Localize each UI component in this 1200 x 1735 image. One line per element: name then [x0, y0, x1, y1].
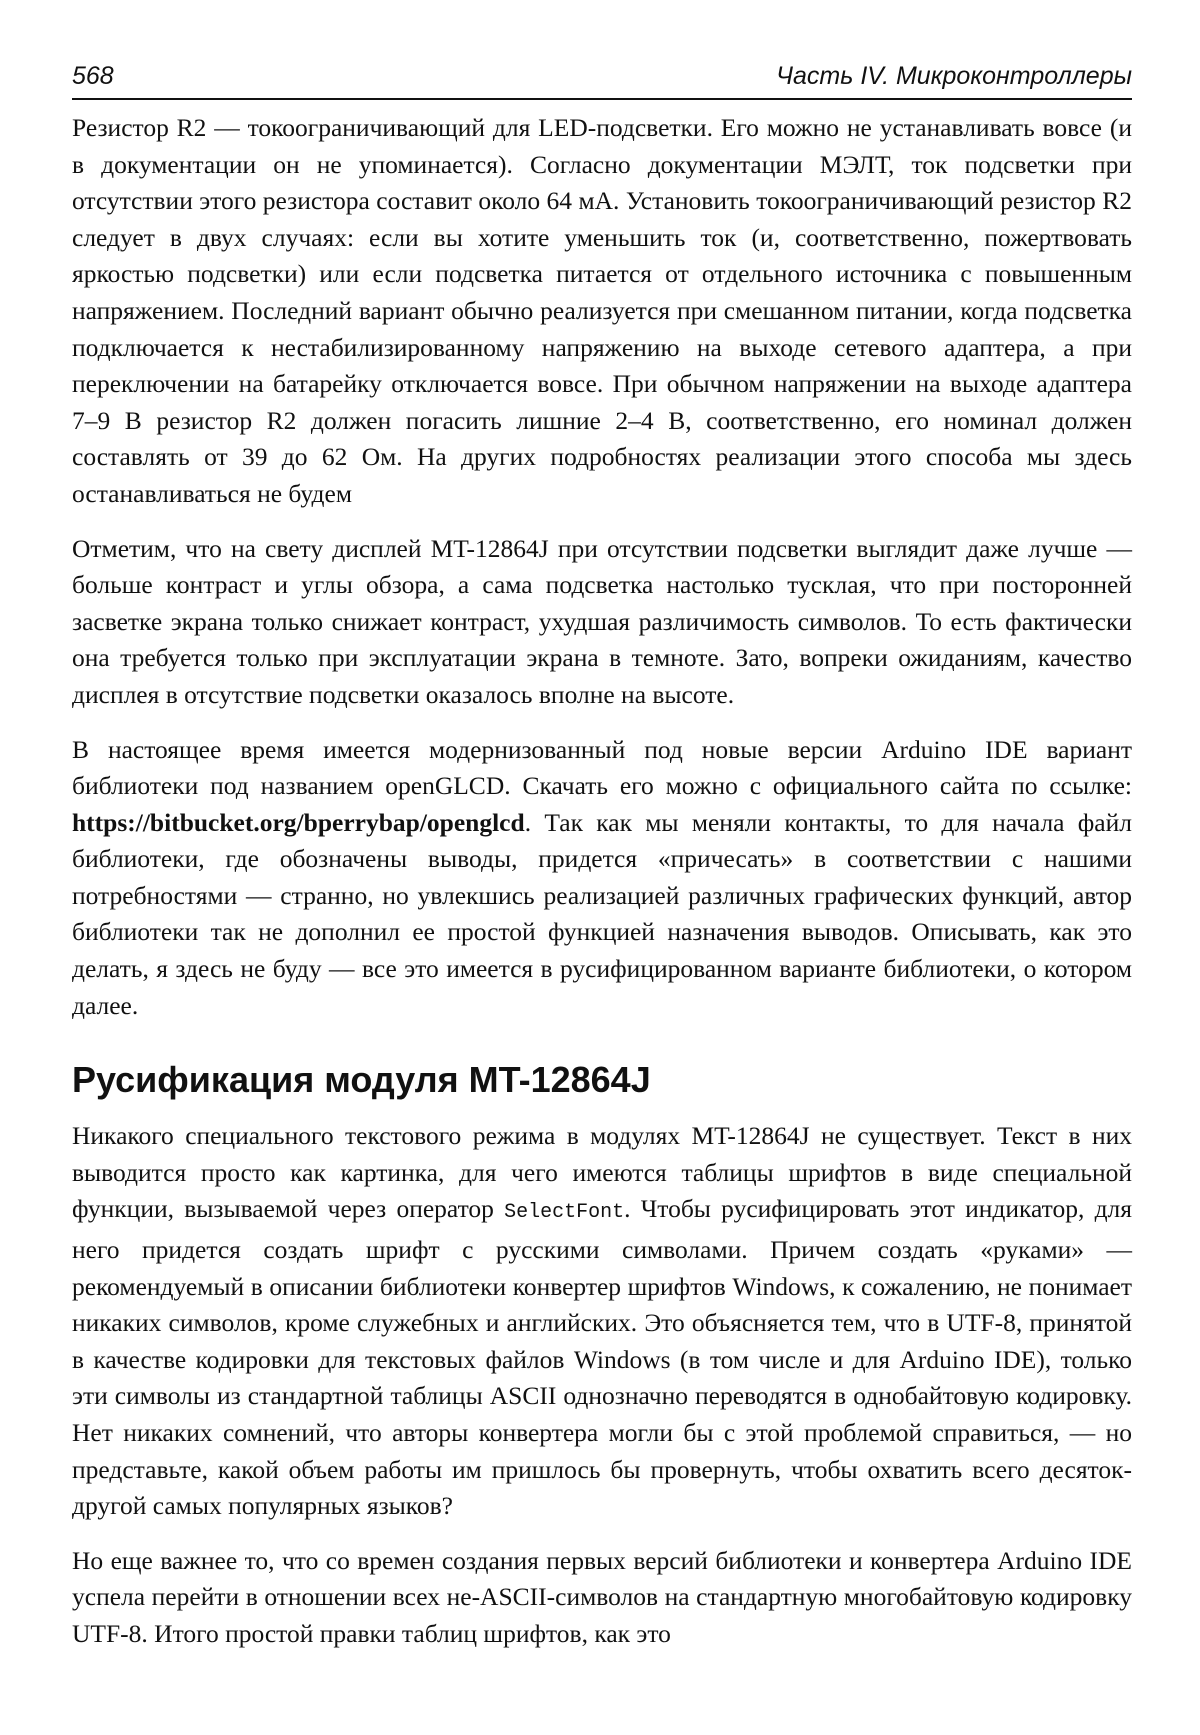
paragraph-utf8-encoding: Но еще важнее то, что со времен создания первых версий библиотеки и конвертера Arduino IDE успела перейти в отношении всех не-ASCII-символов на стандартную многобайтовую кодировку UTF-8. Итого простой правки таблиц шрифтов, как это — [72, 1545, 1132, 1648]
page-header — [72, 52, 1132, 100]
library-url-link[interactable]: https://bitbucket.org/bperrybap/openglcd — [72, 807, 525, 837]
section-heading: Русификация модуля MT-12864J — [72, 1059, 651, 1101]
paragraph-font-tables — [72, 1118, 1132, 1525]
page-body — [72, 110, 1132, 1671]
paragraph-text: . Чтобы русифицировать этот индикатор, для него придется создать шрифт с русскими символами. Причем создать «руками» — рекомендуемый в описании библиотеки конвертер шрифтов Windows, к сожалению, не понимает никаких символов, кроме служебных и английских. Это объясняется тем, что в UTF-8, принятой в качестве кодировки для текстовых файлов Windows (в том числе и для Arduino IDE), только эти символы из стандартной таблицы ASCII однозначно переводятся в однобайтовую кодировку. Нет никаких сомнений, что авторы конвертера могли бы с этой проблемой справиться, — но представьте, какой объем работы им пришлось бы провернуть, чтобы охватить всего десяток-другой самых популярных языков? — [72, 1194, 1132, 1521]
paragraph-text: Никакого специального текстового режима в модулях MT-12864J не существует. Текст в них выводится просто как картинка, для чего имеются таблицы шрифтов в виде специальной функции, вызываемой через оператор — [72, 1121, 1132, 1224]
paragraph-openglcd-library — [72, 732, 1132, 1025]
paragraph-backlight-resistor: Резистор R2 — токоограничивающий для LED-подсветки. Его можно не устанавливать вовсе (и в документации он не упоминается). Согласно документации МЭЛТ, ток подсветки при отсутствии этого резистора составит около 64 мА. Установить токоограничивающий резистор R2 следует в двух случаях: если вы хотите уменьшить ток (и, соответственно, пожертвовать яркостью подсветки) или если подсветка питается от отдельного источника с повышенным напряжением. Последний вариант обычно реализуется при смешанном питании, когда подсветка подключается к нестабилизированному напряжению на выходе сетевого адаптера, а при переключении на батарейку отключается вовсе. При обычном напряжении на выходе адаптера 7–9 В резистор R2 должен погасить лишние 2–4 В, соответственно, его номинал должен составлять от 39 до 62 Ом. На других подробностях реализации этого способа мы здесь останавливаться не будем — [72, 113, 1132, 508]
code-selectfont: SelectFont — [504, 1201, 625, 1225]
paragraph-display-contrast: Отметим, что на свету дисплей MT-12864J при отсутствии подсветки выглядит даже лучше — больше контраст и углы обзора, а сама подсветка настолько тусклая, что при посторонней засветке экрана только снижает контраст, ухудшая различимость символов. То есть фактически она требуется только при эксплуатации экрана в темноте. Зато, вопреки ожиданиям, качество дисплея в отсутствие подсветки оказалось вполне на высоте. — [72, 533, 1132, 709]
paragraph-text: . Так как мы меняли контакты, то для начала файл библиотеки, где обозначены выводы, придется «причесать» в соответствии с нашими потребностями — странно, но увлекшись реализацией различных графических функций, автор библиотеки так не дополнил ее простой функцией назначения выводов. Описывать, как это делать, я здесь не буду — все это имеется в русифицированном варианте библиотеки, о котором далее. — [72, 807, 1132, 1020]
paragraph-text: В настоящее время имеется модернизованный под новые версии Arduino IDE вариант библиотеки под названием openGLCD. Скачать его можно с официального сайта по ссылке: — [72, 734, 1132, 801]
running-title: Часть IV. Микроконтроллеры — [776, 62, 1132, 90]
page-number: 568 — [72, 62, 114, 90]
